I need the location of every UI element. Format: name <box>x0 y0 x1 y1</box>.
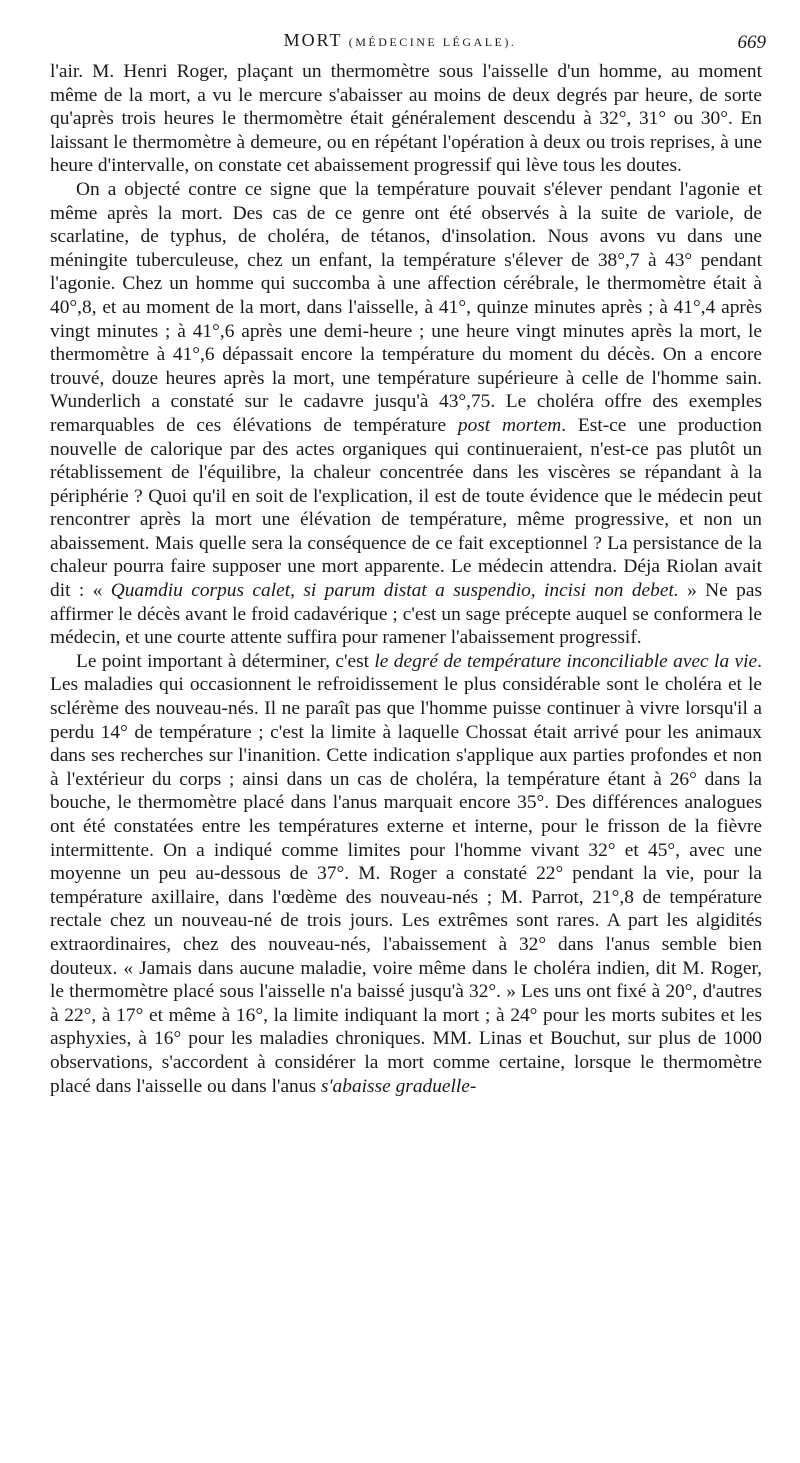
italic-text: s'abaisse graduelle- <box>320 1075 477 1097</box>
body-text <box>50 60 762 1098</box>
text-run: . Est-ce une production nouvelle de calorique par des actes organiques qui continueraient, n'est-ce pas plutôt un rétablissement de l'équilibre, la chaleur concentrée dans les viscères se répandant à la périphérie ? Quoi qu'il en soit de l'explication, il est de toute évidence que le médecin peut rencontrer après la mort une élévation de température, même progressive, et non un abaissement. Mais quelle sera la conséquence de ce fait exceptionnel ? La persistance de la chaleur pourra faire supposer une mort apparente. Le médecin attendra. Déja Riolan avait dit : « <box>50 414 762 602</box>
running-title-main: MORT <box>283 30 343 50</box>
italic-text: post mortem <box>457 414 562 436</box>
paragraph-2 <box>50 178 762 650</box>
text-run: l'air. M. Henri Roger, plaçant un thermomètre sous l'aisselle d'un homme, au moment même de la mort, a vu le mercure s'abaisser au moins de deux degrés par heure, de sorte qu'après trois heures le thermomètre était généralement descendu à 32°, 31° ou 30°. En laissant le thermomètre à demeure, ou en répétant l'opération à deux ou trois reprises, à une heure d'intervalle, on constate cet abaissement progressif qui lève tous les doutes. <box>50 61 762 177</box>
italic-text: Quamdiu corpus calet, si parum distat a suspendio, incisi non debet. <box>110 580 679 602</box>
paragraph-1 <box>50 60 762 178</box>
paragraph-3 <box>50 650 762 1098</box>
text-run: . Les maladies qui occasionnent le refroidissement le plus considérable sont le choléra et le sclérème des nouveau-nés. Il ne paraît pas que l'homme puisse continuer à vivre lorsqu'il a perdu 14° de température ; c'est la limite à laquelle Chossat était arrivé pour les animaux dans ses recherches sur l'inanition. Cette indication s'applique aux parties profondes et non à l'extérieur du corps ; ainsi dans un cas de choléra, la température étant à 26° dans la bouche, le thermomètre placé dans l'anus marquait encore 35°. Des différences analogues ont été constatées entre les températures externe et interne, pour le frisson de la fièvre intermittente. On a indiqué comme limites pour l'homme vivant 32° et 45°, avec une moyenne un peu au-dessous de 37°. M. Roger a constaté 22° pendant la vie, pour la température axillaire, dans l'œdème des nouveau-nés ; M. Parrot, 21°,8 de température rectale chez un nouveau-né de trois jours. Les extrêmes sont rares. A part les algidités extraordinaires, chez des nouveau-nés, l'abaissement à 32° dans l'anus semble bien douteux. « Jamais dans aucune maladie, voire même dans le choléra indien, dit M. Roger, le thermomètre placé sous l'aisselle n'a baissé jusqu'à 32°. » Les uns ont fixé à 20°, d'autres à 22°, à 17° et même à 16°, la limite indiquant la mort ; à 24° pour les morts subites et les asphyxies, à 16° pour les maladies chroniques. MM. Linas et Bouchut, sur plus de 1000 observations, s'accordent à considérer la mort comme certaine, lorsque le thermomètre placé dans l'aisselle ou dans l'anus <box>50 650 762 1097</box>
running-header <box>0 30 800 60</box>
page-number: 669 <box>737 32 766 53</box>
text-run: Le point important à déterminer, c'est <box>76 650 375 672</box>
text-run: On a objecté contre ce signe que la température pouvait s'élever pendant l'agonie et même après la mort. Des cas de ce genre ont été observés à la suite de variole, de scarlatine, de typhus, de choléra, de tétanos, d'insolation. Nous avons vu dans une méningite tuberculeuse, chez un enfant, la température s'élever de 38°,7 à 43° pendant l'agonie. Chez un homme qui succomba à une affection cérébrale, le thermomètre était à 40°,8, et au moment de la mort, dans l'aisselle, à 41°, quinze minutes après ; à 41°,4 après vingt minutes ; à 41°,6 après une demi-heure ; une heure vingt minutes après la mort, le thermomètre à 41°,6 dépassait encore la température du moment du décès. On a encore trouvé, douze heures après la mort, une température supérieure à celle de l'homme sain. Wunderlich a constaté sur le cadavre jusqu'à 43°,75. Le choléra offre des exemples remarquables de ces élévations de température <box>50 178 762 436</box>
running-title-subtitle: (MÉDECINE LÉGALE). <box>348 35 517 49</box>
running-title <box>0 30 800 51</box>
italic-text: le degré de température inconciliable avec la vie <box>374 650 758 672</box>
text-run: » Ne pas affirmer le décès avant le froid cadavérique ; c'est un sage précepte auquel se conformera le médecin, et une courte attente suffira pour ramener l'abaissement progressif. <box>50 580 762 649</box>
